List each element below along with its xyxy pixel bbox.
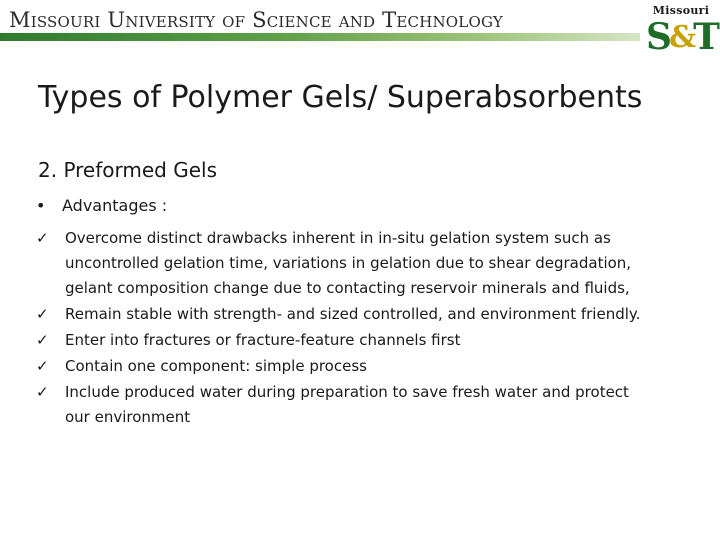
logo-letter-s: S xyxy=(646,16,670,58)
checkmark-icon: ✓ xyxy=(36,305,49,323)
checkmark-icon: ✓ xyxy=(36,229,49,247)
logo-top-text: Missouri xyxy=(652,4,710,17)
list-item xyxy=(36,354,676,379)
section-subheading: 2. Preformed Gels xyxy=(38,158,218,182)
slide-header xyxy=(0,0,720,62)
list-item xyxy=(36,380,676,430)
list-item-text: Enter into fractures or fracture-feature channels first xyxy=(65,331,461,349)
list-item-text: Remain stable with strength- and sized controlled, and environment friendly. xyxy=(65,305,641,323)
advantages-checklist xyxy=(36,226,676,431)
university-logo xyxy=(646,2,716,62)
checkmark-icon: ✓ xyxy=(36,331,49,349)
advantages-heading xyxy=(36,196,167,215)
logo-letter-t: T xyxy=(693,16,718,58)
list-item xyxy=(36,226,676,301)
list-item-text: Contain one component: simple process xyxy=(65,357,367,375)
checkmark-icon: ✓ xyxy=(36,383,49,401)
university-name: Missouri University of Science and Technology xyxy=(9,8,503,32)
list-item-text: Overcome distinct drawbacks inherent in in-situ gelation system such as uncontrolled gelation time, variations in gelation due to shear degradation, gelant composition change due to contacting reservoir minerals and fluids, xyxy=(65,229,632,297)
logo-monogram xyxy=(646,16,716,59)
list-item xyxy=(36,328,676,353)
slide-title: Types of Polymer Gels/ Superabsorbents xyxy=(38,80,643,115)
bullet-dot-icon: • xyxy=(36,196,46,215)
advantages-label: Advantages : xyxy=(62,196,168,215)
header-green-bar xyxy=(0,33,640,41)
list-item-text: Include produced water during preparation to save fresh water and protect our environment xyxy=(65,383,629,426)
checkmark-icon: ✓ xyxy=(36,357,49,375)
logo-ampersand: & xyxy=(669,20,695,55)
list-item xyxy=(36,302,676,327)
